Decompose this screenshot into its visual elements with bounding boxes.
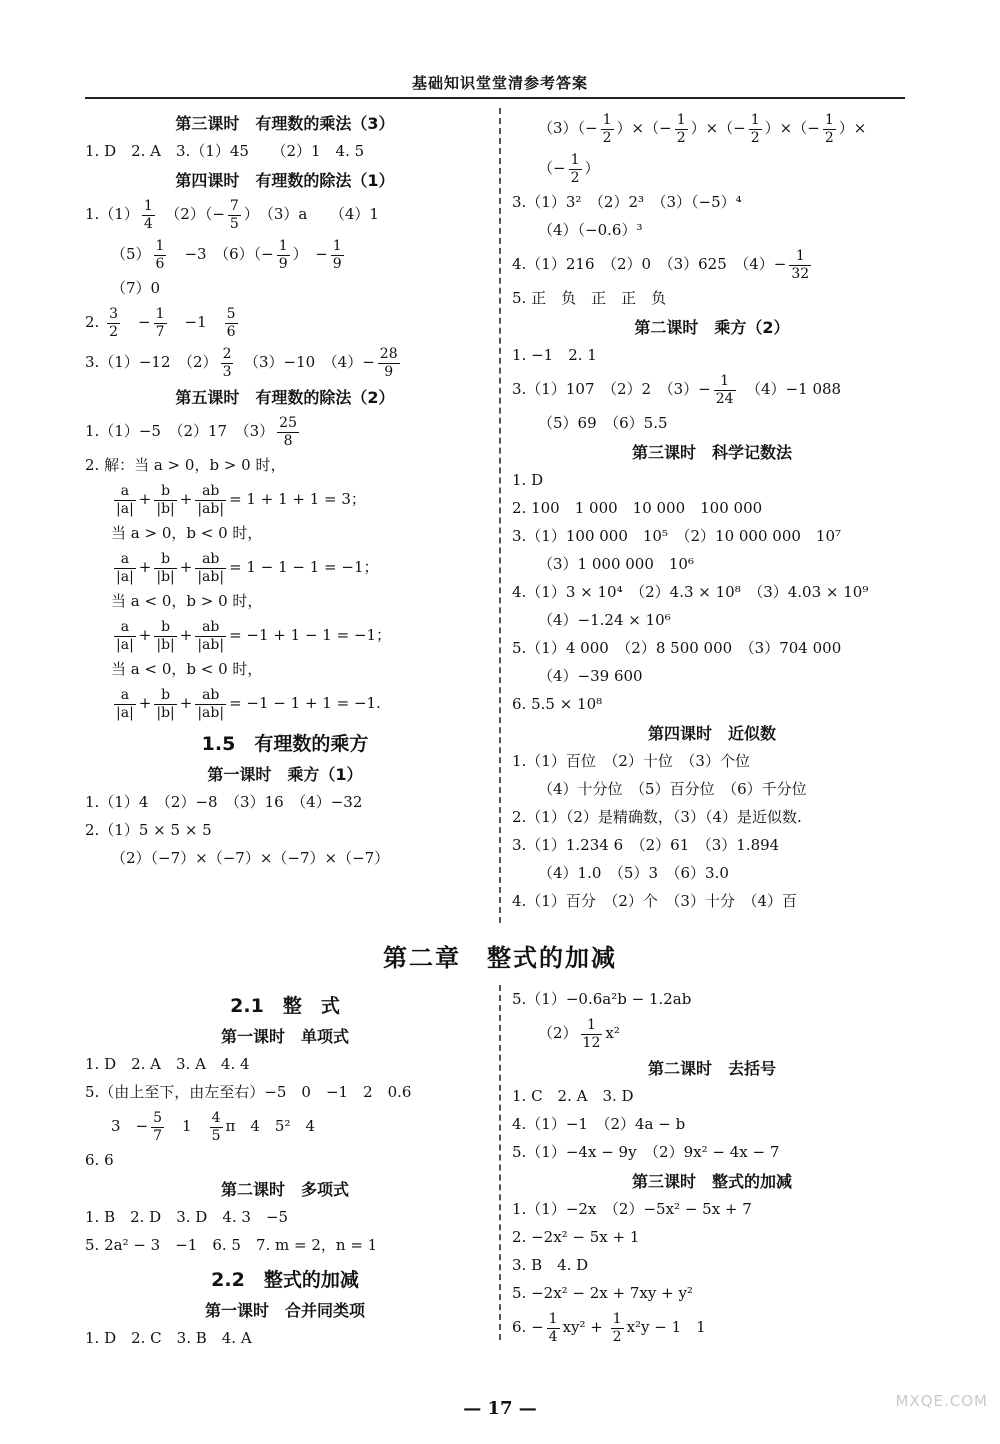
- fraction: $\frac{1}{24}$: [715, 372, 734, 407]
- fraction: $\frac{1}{2}$: [676, 111, 686, 146]
- page-number: — 17 —: [463, 1398, 537, 1419]
- fraction: $\frac{1}{9}$: [332, 237, 342, 272]
- page-header-title: 基础知识堂堂清参考答案: [411, 74, 588, 92]
- answer-line: 4.（1）216 （2）0 （3）625 （4）− $\frac{1}{32}$: [512, 247, 810, 282]
- answer-line: 当 a < 0，b < 0 时，: [111, 660, 263, 678]
- watermark-logo: MXQE.COM: [895, 1392, 988, 1410]
- answer-line: 当 a < 0，b > 0 时，: [111, 592, 263, 610]
- answer-line: （2） $\frac{1}{12}$ x²: [538, 1016, 620, 1051]
- fraction: $\frac{1}{4}$: [548, 1310, 558, 1345]
- answer-line: （4）（−0.6）³: [538, 221, 643, 239]
- answer-line: 1.（1）4 （2）−8 （3）16 （4）−32: [85, 793, 363, 811]
- fraction: $\frac{1}{2}$: [570, 151, 580, 186]
- lesson-heading: 第五课时 有理数的除法（2）: [175, 388, 395, 407]
- fraction: $\frac{5}{6}$: [226, 305, 236, 340]
- answer-line: （− $\frac{1}{2}$ ）: [538, 151, 600, 186]
- answer-line: 1. C 2. A 3. D: [512, 1087, 634, 1105]
- answer-line: 3.（1）107 （2）2 （3）− $\frac{1}{24}$ （4）−1 088: [512, 372, 842, 407]
- fraction: $\frac{1}{2}$: [824, 111, 834, 146]
- answer-line: 5.（1）4 000 （2）8 500 000 （3）704 000: [512, 639, 842, 657]
- lesson-heading: 第二课时 乘方（2）: [634, 318, 790, 337]
- answer-line: 2. 100 1 000 10 000 100 000: [512, 499, 763, 517]
- fraction: $\frac{2}{3}$: [222, 345, 232, 380]
- fraction: $\frac{1}{12}$: [582, 1016, 601, 1051]
- answer-line: 5. −2x² − 2x + 7xy + y²: [512, 1284, 693, 1302]
- section-heading: 2.2 整式的加减: [211, 1269, 359, 1291]
- answer-line: 6. 6: [85, 1151, 114, 1169]
- answer-line: 5.（1）−4x − 9y （2）9x² − 4x − 7: [512, 1143, 780, 1161]
- lesson-heading: 第四课时 有理数的除法（1）: [175, 171, 395, 190]
- answers-column-top-right: [512, 108, 912, 915]
- answer-line: 2. $\frac{3}{2}$ − $\frac{1}{7}$ −1 $\frac{5}{6}$: [85, 305, 236, 340]
- fraction: $\frac{1}{32}$: [791, 247, 810, 282]
- answer-line: 1. D 2. A 3.（1）45 （2）1 4. 5: [85, 142, 365, 160]
- lesson-heading: 第三课时 科学记数法: [631, 443, 792, 462]
- fraction: $\frac{1}{6}$: [155, 237, 165, 272]
- chapter-title: 第二章 整式的加减: [383, 944, 617, 972]
- lesson-heading: 第一课时 单项式: [220, 1027, 349, 1046]
- fraction: $\frac{28}{9}$: [379, 345, 398, 380]
- fraction: $\frac{5}{7}$: [153, 1109, 163, 1144]
- lesson-heading: 第一课时 乘方（1）: [207, 765, 363, 784]
- lesson-heading: 第四课时 近似数: [647, 724, 776, 743]
- lesson-heading: 第一课时 合并同类项: [204, 1301, 365, 1320]
- fraction: $\frac{1}{7}$: [155, 305, 165, 340]
- answer-line: 5.（由上至下，由左至右）−5 0 −1 2 0.6: [85, 1083, 412, 1101]
- answers-column-bottom-right: [512, 985, 912, 1347]
- answer-line: 1.（1）−2x （2）−5x² − 5x + 7: [512, 1200, 752, 1218]
- fraction: $\frac{3}{2}$: [109, 305, 119, 340]
- answer-line: （3）1 000 000 10⁶: [538, 555, 694, 573]
- lesson-heading: 第二课时 去括号: [647, 1059, 776, 1078]
- fraction: $\frac{1}{9}$: [278, 237, 288, 272]
- section-heading: 2.1 整 式: [230, 995, 340, 1017]
- column-divider-top: [499, 108, 501, 923]
- section-heading: 1.5 有理数的乘方: [201, 733, 369, 755]
- answer-line: 5. 正 负 正 正 负: [512, 289, 667, 307]
- lesson-heading: 第二课时 多项式: [220, 1180, 349, 1199]
- lesson-heading: 第三课时 有理数的乘法（3）: [175, 114, 395, 133]
- answer-line: 6. 5.5 × 10⁸: [512, 695, 603, 713]
- answer-line: 5.（1）−0.6a²b − 1.2ab: [512, 990, 692, 1008]
- answers-column-bottom-left: [85, 985, 485, 1352]
- answer-line: （4）−1.24 × 10⁶: [538, 611, 671, 629]
- answer-line: （5）69 （6）5.5: [538, 414, 668, 432]
- equation-line: $\frac{a}{|a|}$ + $\frac{b}{|b|}$ + $\frac{ab}{|ab|}$ = −1 + 1 − 1 = −1；: [116, 618, 392, 653]
- answer-line: 当 a > 0，b < 0 时，: [111, 524, 263, 542]
- answer-line: （4）−39 600: [538, 667, 643, 685]
- lesson-heading: 第三课时 整式的加减: [631, 1172, 792, 1191]
- fraction: $\frac{1}{2}$: [612, 1310, 622, 1345]
- column-divider-bottom: [499, 985, 501, 1340]
- answer-line: 2.（1）（2）是精确数，（3）（4）是近似数.: [512, 808, 802, 826]
- header-rule: [85, 97, 905, 99]
- answer-line: 3. B 4. D: [512, 1256, 589, 1274]
- answer-line: 1.（1）百位 （2）十位 （3）个位: [512, 752, 750, 770]
- answer-line: 3.（1）1.234 6 （2）61 （3）1.894: [512, 836, 780, 854]
- answer-line: 2. 解：当 a > 0，b > 0 时，: [85, 456, 286, 474]
- answer-line: 1. D 2. A 3. A 4. 4: [85, 1055, 250, 1073]
- answer-line: 1.（1） $\frac{1}{4}$ （2）（− $\frac{7}{5}$ ） （3）a （4）1: [85, 197, 379, 232]
- answer-line: 5. 2a² − 3 −1 6. 5 7. m = 2，n = 1: [85, 1236, 378, 1254]
- answer-line: 4.（1）3 × 10⁴ （2）4.3 × 10⁸ （3）4.03 × 10⁹: [512, 583, 869, 601]
- answer-line: （3）（− $\frac{1}{2}$ ）×（− $\frac{1}{2}$ ）×（− $\frac{1}{2}$ ）×（− $\frac{1}{2}$ ）×: [538, 111, 867, 146]
- answer-line: 3 − $\frac{5}{7}$ 1 $\frac{4}{5}$ π 4 5² 4: [111, 1109, 316, 1144]
- answer-line: 4.（1）百分 （2）个 （3）十分 （4）百: [512, 892, 797, 910]
- answer-line: 4.（1）−1 （2）4a − b: [512, 1115, 686, 1133]
- answers-column-top-left: [85, 108, 485, 872]
- fraction: $\frac{7}{5}$: [229, 197, 239, 232]
- answer-line: （4）1.0 （5）3 （6）3.0: [538, 864, 729, 882]
- answer-line: 2. −2x² − 5x + 1: [512, 1228, 640, 1246]
- answer-line: 2.（1）5 × 5 × 5: [85, 821, 212, 839]
- answer-line: 3.（1）−12 （2） $\frac{2}{3}$ （3）−10 （4）− $\frac{28}{9}$: [85, 345, 398, 380]
- fraction: $\frac{25}{8}$: [279, 414, 297, 449]
- answer-line: （5） $\frac{1}{6}$ −3 （6）（− $\frac{1}{9}$ ） − $\frac{1}{9}$: [111, 237, 342, 272]
- answer-line: 1. D 2. C 3. B 4. A: [85, 1329, 252, 1347]
- answer-line: 1.（1）−5 （2）17 （3） $\frac{25}{8}$: [85, 414, 297, 449]
- equation-line: $\frac{a}{|a|}$ + $\frac{b}{|b|}$ + $\frac{ab}{|ab|}$ = 1 + 1 + 1 = 3；: [116, 482, 366, 517]
- answer-line: 1. −1 2. 1: [512, 346, 597, 364]
- answer-line: 3.（1）100 000 10⁵ （2）10 000 000 10⁷: [512, 527, 842, 545]
- answer-line: （4）十分位 （5）百分位 （6）千分位: [538, 780, 807, 798]
- answer-line: 6. − $\frac{1}{4}$ xy² + $\frac{1}{2}$ x²y − 1 1: [512, 1310, 706, 1345]
- fraction: $\frac{4}{5}$: [211, 1109, 221, 1144]
- equation-line: $\frac{a}{|a|}$ + $\frac{b}{|b|}$ + $\frac{ab}{|ab|}$ = 1 − 1 − 1 = −1；: [116, 550, 379, 585]
- fraction: $\frac{1}{2}$: [750, 111, 760, 146]
- answer-line: （2）（−7）×（−7）×（−7）×（−7）: [111, 849, 390, 867]
- fraction: $\frac{1}{2}$: [602, 111, 612, 146]
- answer-line: 1. B 2. D 3. D 4. 3 −5: [85, 1208, 289, 1226]
- equation-line: $\frac{a}{|a|}$ + $\frac{b}{|b|}$ + $\frac{ab}{|ab|}$ = −1 − 1 + 1 = −1.: [116, 686, 381, 721]
- answer-line: 1. D: [512, 471, 544, 489]
- fraction: $\frac{1}{4}$: [143, 197, 153, 232]
- answer-line: （7）0: [111, 279, 161, 297]
- answer-line: 3.（1）3² （2）2³ （3）（−5）⁴: [512, 193, 742, 211]
